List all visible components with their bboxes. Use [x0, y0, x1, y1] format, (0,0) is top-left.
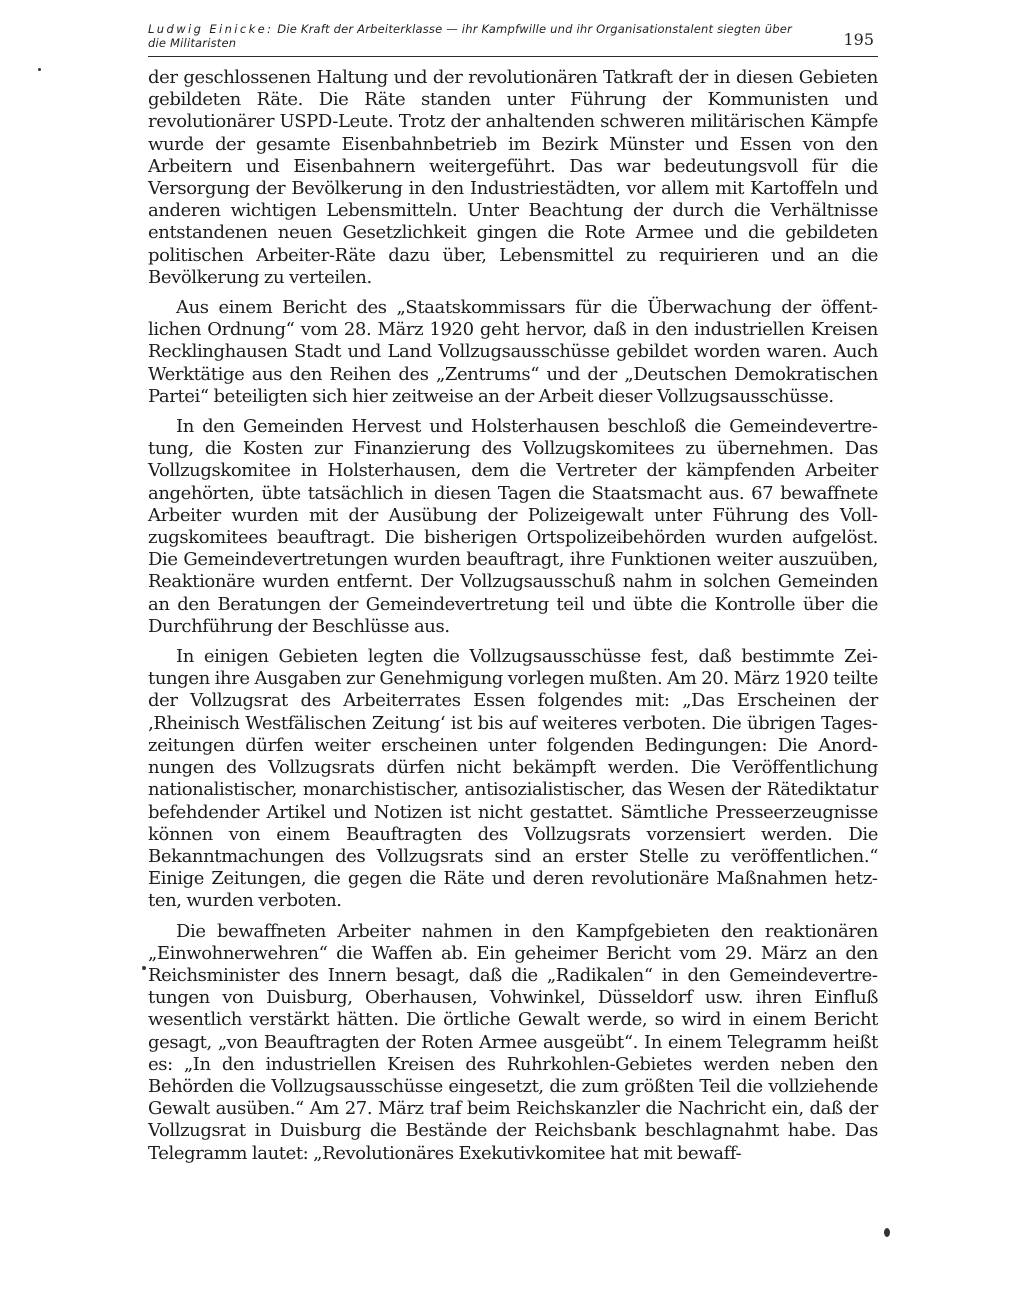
page-number: 195: [843, 30, 874, 49]
scan-speck: [884, 1228, 890, 1237]
body-text: [148, 67, 878, 1165]
paragraph: der geschlossenen Haltung und der revolutionären Tatkraft der in diesen Gebieten gebildeten Räte. Die Räte standen unter Führung der Kommunisten und revolutionärer USPD-Leute. Trotz der anhaltenden schweren militärischen Kämpfe wurde der gesamte Eisenbahnbetrieb im Bezirk Münster und Essen von den Arbeitern und Eisenbahnern weitergeführt. Das war bedeutungsvoll für die Versorgung der Bevölkerung in den Industriestädten, vor allem mit Kartoffeln und anderen wichtigen Lebensmitteln. Unter Beachtung der durch die Verhältnisse entstandenen neuen Gesetzlichkeit gingen die Rote Armee und die gebildeten politischen Arbeiter-Räte dazu über, Lebensmittel zu requirieren und an die Bevölkerung zu verteilen.: [148, 67, 878, 288]
paragraph: In den Gemeinden Hervest und Holsterhausen beschloß die Gemeindevertretung, die Kosten zur Finanzierung des Vollzugskomitees zu übernehmen. Das Vollzugskomitee in Holsterhausen, dem die Vertreter der kämpfenden Arbeiter angehörten, übte tatsächlich in diesen Tagen die Staatsmacht aus. 67 bewaffnete Arbeiter wurden mit der Ausübung der Polizeigewalt unter Führung des Vollzugskomitees beauftragt. Die bisherigen Ortspolizeibehörden wurden aufgelöst. Die Gemeindevertretungen wurden beauftragt, ihre Funktionen weiter auszuüben, Reaktionäre wurden entfernt. Der Vollzugsausschuß nahm in solchen Gemeinden an den Beratungen der Gemeindevertretung teil und übte die Kontrolle über die Durchführung der Beschlüsse aus.: [148, 416, 878, 637]
paragraph: Aus einem Bericht des „Staatskommissars für die Überwachung der öffentlichen Ordnung“ vom 28. März 1920 geht hervor, daß in den industriellen Kreisen Recklinghausen Stadt und Land Vollzugsausschüsse gebildet worden waren. Auch Werktätige aus den Reihen des „Zentrums“ und der „Deutschen Demokratischen Partei“ beteiligten sich hier zeitweise an der Arbeit dieser Vollzugsausschüsse.: [148, 297, 878, 407]
running-head-text: [148, 22, 798, 50]
scan-speck: [38, 68, 41, 71]
scan-speck: [142, 966, 146, 970]
chapter-title: Die Kraft der Arbeiterklasse — ihr Kampfwille und ihr Organisationstalent siegten über die Militaristen: [148, 22, 792, 50]
paragraph: Die bewaffneten Arbeiter nahmen in den Kampfgebieten den reaktionären „Einwohnerwehren“ die Waffen ab. Ein geheimer Bericht vom 29. März an den Reichsminister des Innern besagt, daß die „Radikalen“ in den Gemeindevertretungen von Duisburg, Oberhausen, Vohwinkel, Düsseldorf usw. ihren Einfluß wesentlich verstärkt hätten. Die örtliche Gewalt werde, so wird in einem Bericht gesagt, „von Beauftragten der Roten Armee ausgeübt“. In einem Telegramm heißt es: „In den industriellen Kreisen des Ruhrkohlen-Gebietes werden neben den Behörden die Vollzugsausschüsse eingesetzt, die zum größten Teil die vollziehende Gewalt ausüben.“ Am 27. März traf beim Reichskanzler die Nachricht ein, daß der Vollzugsrat in Duisburg die Bestände der Reichsbank beschlagnahmt habe. Das Telegramm lautet: „Revolutionäres Exekutivkomitee hat mit bewaff-: [148, 920, 878, 1164]
book-page: [148, 22, 878, 1173]
author-name: Ludwig Einicke:: [148, 22, 274, 36]
paragraph: In einigen Gebieten legten die Vollzugsausschüsse fest, daß bestimmte Zeitungen ihre Ausgaben zur Genehmigung vorlegen mußten. Am 20. März 1920 teilte der Vollzugsrat des Arbeiterrates Essen folgendes mit: „Das Erscheinen der ‚Rheinisch Westfälischen Zeitung‘ ist bis auf weiteres verboten. Die übrigen Tageszeitungen dürfen weiter erscheinen unter folgenden Bedingungen: Die Anordnungen des Vollzugsrats dürfen nicht bekämpft werden. Die Veröffentlichung nationalistischer, monarchistischer, antisozialistischer, das Wesen der Rätediktatur befehdender Artikel und Notizen ist nicht gestattet. Sämtliche Presseerzeugnisse können von einem Beauftragten des Vollzugsrats vorzensiert werden. Die Bekanntmachungen des Vollzugsrats sind an erster Stelle zu veröffentlichen.“ Einige Zeitungen, die gegen die Räte und deren revolutionäre Maßnahmen hetzten, wurden verboten.: [148, 646, 878, 912]
running-head: [148, 22, 878, 57]
